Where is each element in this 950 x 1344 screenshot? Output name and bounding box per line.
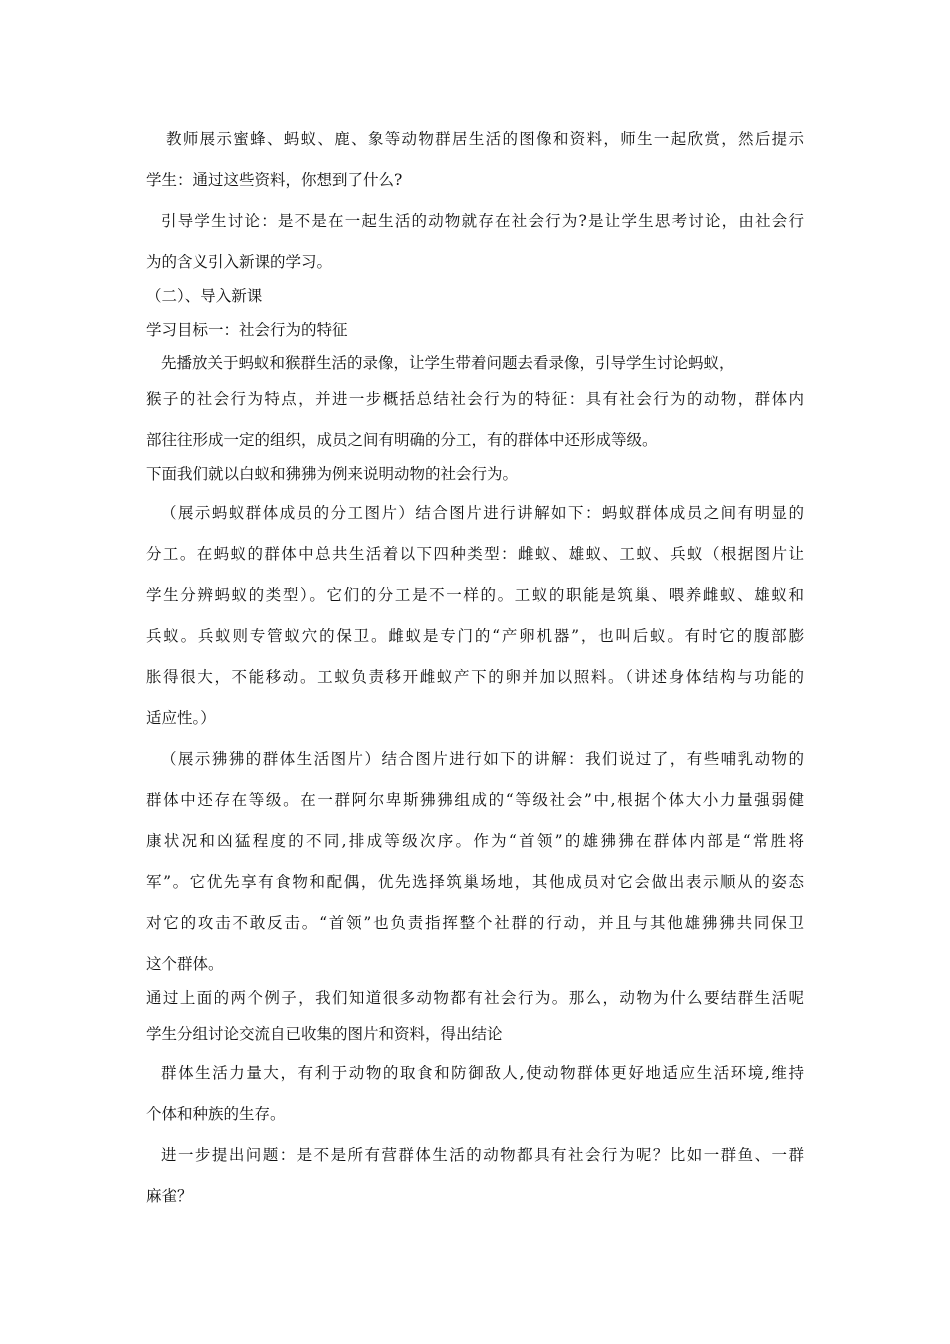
- paragraph-line: 学生分组讨论交流自已收集的图片和资料，得出结论: [146, 1025, 503, 1043]
- paragraph-line: 群体中还存在等级。在一群阿尔卑斯狒狒组成的“等级社会”中,根据个体大小力量强弱健: [146, 791, 804, 809]
- paragraph-line: 这个群体。: [146, 955, 224, 973]
- paragraph-line: 分工。在蚂蚁的群体中总共生活着以下四种类型：雌蚁、雄蚁、工蚁、兵蚁（根据图片让: [146, 545, 804, 563]
- paragraph-line: 下面我们就以白蚁和狒狒为例来说明动物的社会行为。: [146, 465, 519, 483]
- paragraph-line: 部往往形成一定的组织，成员之间有明确的分工，有的群体中还形成等级。: [146, 431, 658, 449]
- paragraph-line: 学生：通过这些资料，你想到了什么?: [146, 171, 403, 189]
- paragraph-line: 群体生活力量大，有利于动物的取食和防御敌人,使动物群体更好地适应生活环境,维持: [161, 1064, 804, 1082]
- paragraph-line: 适应性。）: [146, 709, 216, 727]
- paragraph-line: 对它的攻击不敢反击。“首领”也负责指挥整个社群的行动，并且与其他雄狒狒共同保卫: [146, 914, 804, 932]
- paragraph-line: 个体和种族的生存。: [146, 1105, 286, 1123]
- paragraph-line: 先播放关于蚂蚁和猴群生活的录像，让学生带着问题去看录像，引导学生讨论蚂蚁，: [161, 354, 735, 372]
- paragraph-line: 教师展示蜜蜂、蚂蚁、鹿、象等动物群居生活的图像和资料，师生一起欣赏，然后提示: [166, 130, 804, 148]
- paragraph-line: 引导学生讨论：是不是在一起生活的动物就存在社会行为?是让学生思考讨论，由社会行: [161, 212, 804, 230]
- learning-objective-heading: 学习目标一：社会行为的特征: [146, 321, 348, 339]
- paragraph-line: 学生分辨蚂蚁的类型）。它们的分工是不一样的。工蚁的职能是筑巢、喂养雌蚁、雄蚁和: [146, 586, 804, 604]
- paragraph-line: 为的含义引入新课的学习。: [146, 253, 333, 271]
- paragraph-line: 兵蚁。兵蚁则专管蚁穴的保卫。雌蚁是专门的“产卵机器”，也叫后蚁。有时它的腹部膨: [146, 627, 804, 645]
- paragraph-line: 军”。它优先享有食物和配偶，优先选择筑巢场地，其他成员对它会做出表示顺从的姿态: [146, 873, 804, 891]
- paragraph-line: （展示狒狒的群体生活图片）结合图片进行如下的讲解：我们说过了，有些哺乳动物的: [161, 750, 804, 768]
- paragraph-line: 进一步提出问题：是不是所有营群体生活的动物都具有社会行为呢？比如一群鱼、一群: [161, 1146, 804, 1164]
- paragraph-line: 猴子的社会行为特点，并进一步概括总结社会行为的特征：具有社会行为的动物，群体内: [146, 390, 804, 408]
- paragraph-line: 康状况和凶猛程度的不同,排成等级次序。作为“首领”的雄狒狒在群体内部是“常胜将: [146, 832, 804, 850]
- paragraph-line: 通过上面的两个例子，我们知道很多动物都有社会行为。那么，动物为什么要结群生活呢: [146, 989, 804, 1007]
- section-heading: （二）、导入新课: [146, 287, 263, 305]
- paragraph-line: 胀得很大，不能移动。工蚁负责移开雌蚁产下的卵并加以照料。（讲述身体结构与功能的: [146, 668, 804, 686]
- paragraph-line: （展示蚂蚁群体成员的分工图片）结合图片进行讲解如下：蚂蚁群体成员之间有明显的: [161, 504, 804, 522]
- paragraph-line: 麻雀？: [146, 1187, 193, 1205]
